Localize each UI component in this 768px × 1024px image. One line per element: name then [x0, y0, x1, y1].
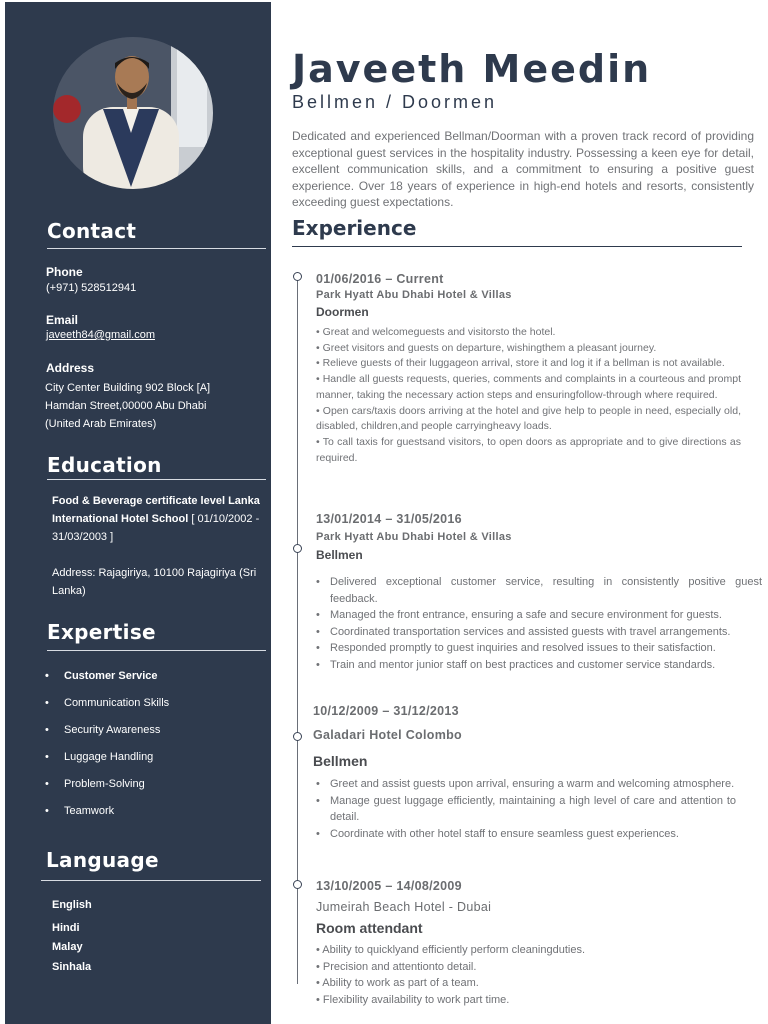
- contact-divider: [47, 248, 266, 249]
- expertise-heading: Expertise: [47, 620, 156, 644]
- phone-value: (+971) 528512941: [46, 282, 137, 294]
- job-duty: • Flexibility availability to work part time.: [316, 993, 510, 1006]
- education-dates-start: [ 01/10/2002 -: [188, 513, 260, 525]
- education-entry: [52, 492, 274, 600]
- job-duty: • Greet visitors and guests on departure, wishingthem a pleasant journey.: [316, 341, 657, 354]
- job-duty: • Coordinated transportation services and assisted guests with travel arrangements.: [316, 624, 762, 641]
- timeline-line: [297, 278, 298, 984]
- profile-photo: [53, 37, 213, 189]
- language-list: [52, 896, 92, 977]
- job-duties: [316, 776, 736, 842]
- job-company: Park Hyatt Abu Dhabi Hotel & Villas: [316, 531, 512, 543]
- education-school: International Hotel School: [52, 513, 189, 525]
- expertise-item: • Communication Skills: [44, 692, 169, 719]
- sidebar: [5, 2, 271, 1024]
- job-duty: • Responded promptly to guest inquiries and resolved issues to their satisfaction.: [316, 640, 762, 657]
- expertise-item: • Customer Service: [44, 665, 169, 692]
- experience-heading: Experience: [292, 216, 417, 240]
- address-line: Hamdan Street,00000 Abu Dhabi: [45, 400, 207, 412]
- email-label: Email: [46, 313, 79, 327]
- job-company: Galadari Hotel Colombo: [313, 728, 462, 742]
- expertise-divider: [47, 650, 266, 651]
- expertise-item: • Security Awareness: [44, 719, 169, 746]
- job-duty: • Great and welcomeguests and visitorsto the hotel.: [316, 326, 556, 338]
- job-duty: • Relieve guests of their luggageon arrival, store it and log it if a bellman is not available.: [316, 357, 725, 370]
- job-company: Park Hyatt Abu Dhabi Hotel & Villas: [316, 289, 512, 301]
- timeline-dot: [293, 272, 302, 281]
- job-duty: • Managed the front entrance, ensuring a safe and secure environment for guests.: [316, 607, 762, 624]
- job-dates: 01/06/2016 – Current: [316, 272, 444, 286]
- job-duty: • Coordinate with other hotel staff to ensure seamless guest experiences.: [316, 826, 736, 843]
- job-dates: 10/12/2009 – 31/12/2013: [313, 704, 459, 718]
- language-item: Malay: [52, 941, 83, 953]
- profile-photo-image: [53, 37, 213, 189]
- expertise-item: • Teamwork: [44, 800, 169, 827]
- expertise-list: [44, 665, 169, 827]
- education-divider: [47, 479, 266, 480]
- expertise-item: • Luggage Handling: [44, 746, 169, 773]
- job-duty: • Open cars/taxis doors arriving at the hotel and give help to people in need, especially old, disabled, children,and people carryingheavy loads.: [316, 404, 741, 433]
- job-duties: [316, 942, 746, 1008]
- language-heading: Language: [46, 848, 159, 872]
- timeline-dot: [293, 732, 302, 741]
- job-duty: • Train and mentor junior staff on best practices and customer service standards.: [316, 657, 762, 674]
- education-address: Address: Rajagiriya, 10100 Rajagiriya (Sri: [52, 567, 257, 579]
- job-title: Bellmen: [316, 548, 363, 562]
- job-duty: • Delivered exceptional customer service, resulting in consistently positive guest feedback.: [316, 574, 762, 607]
- job-duty: • Handle all guests requests, queries, comments and complaints in a courteous and prompt manner, taking the necessary action steps and ensuringfollow-through where required.: [316, 373, 741, 401]
- job-dates: 13/01/2014 – 31/05/2016: [316, 512, 462, 526]
- job-title: Bellmen: [313, 753, 368, 769]
- job-company: Jumeirah Beach Hotel - Dubai: [316, 900, 492, 914]
- language-item: Hindi: [52, 921, 80, 934]
- profile-summary: Dedicated and experienced Bellman/Doorman with a proven track record of providing exceptional guest services in the hospitality industry. Possessing a keen eye for detail, excellent communication skills, and a commitment to ensuring a positive guest experience. Over 18 years of experience in high-end hotels and resorts, consistently exceeding guest expectations.: [292, 129, 754, 209]
- address-label: Address: [46, 361, 95, 375]
- job-duty: • Ability to work as part of a team.: [316, 977, 479, 989]
- job-duty: • Manage guest luggage efficiently, maintaining a high level of care and attention to detail.: [316, 793, 736, 826]
- job-duty: • Greet and assist guests upon arrival, ensuring a warm and welcoming atmosphere.: [316, 776, 736, 793]
- job-title: Doormen: [316, 305, 369, 319]
- experience-divider: [292, 246, 742, 247]
- job-title: Room attendant: [316, 920, 423, 936]
- timeline-dot: [293, 544, 302, 553]
- language-item: English: [52, 899, 92, 911]
- job-duties: [316, 574, 762, 673]
- education-line: Food & Beverage certificate level Lanka: [52, 495, 260, 507]
- job-duty: • To call taxis for guestsand visitors, to open doors as appropriate and to give directions as required.: [316, 435, 741, 464]
- candidate-role: Bellmen / Doormen: [292, 92, 498, 112]
- address-line: (United Arab Emirates): [45, 418, 157, 430]
- education-address-cont: Lanka): [52, 585, 86, 597]
- candidate-name: Javeeth Meedin: [292, 47, 652, 91]
- education-heading: Education: [47, 453, 162, 477]
- phone-label: Phone: [46, 265, 83, 279]
- education-dates-end: 31/03/2003 ]: [52, 531, 114, 543]
- job-duties: [316, 325, 741, 466]
- job-duty: • Ability to quicklyand efficiently perform cleaningduties.: [316, 944, 586, 956]
- job-duty: • Precision and attentionto detail.: [316, 960, 477, 973]
- timeline-dot: [293, 880, 302, 889]
- email-link[interactable]: javeeth84@gmail.com: [46, 329, 155, 341]
- contact-heading: Contact: [47, 219, 137, 243]
- expertise-item: • Problem-Solving: [44, 773, 169, 800]
- address-value: [45, 379, 210, 433]
- language-item: Sinhala: [52, 960, 92, 973]
- language-divider: [41, 880, 261, 881]
- job-dates: 13/10/2005 – 14/08/2009: [316, 879, 462, 893]
- email-value: [46, 326, 155, 344]
- address-line: City Center Building 902 Block [A]: [45, 382, 211, 394]
